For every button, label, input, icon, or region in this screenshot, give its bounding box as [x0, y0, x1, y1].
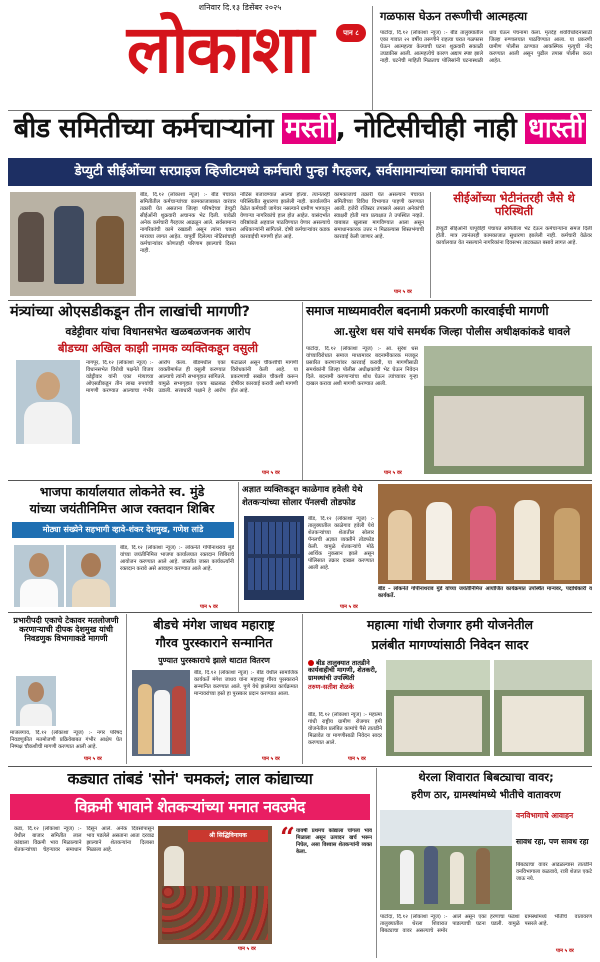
leopard-body: पाटोदा, दि.१२ (लोकाशा न्यूज) :- तालुक्यातील थेरला शिवारात बिबट्याचा वावर असल्याचे समोर आले असून एका हरणाचा फडशा पाडल्याची घटना घडली. यामुळे ग्रामस्थांमध्ये भीतीचे वातावरण पसरले आहे. — [380, 914, 592, 935]
award-banner: पुण्यात पुरस्काराचे झाले थाटात वितरण — [158, 656, 270, 665]
mgnrega-author: तरुण-सतीश शेळके — [308, 683, 354, 692]
onion-photo — [158, 826, 272, 944]
press-body: माजलगाव, दि.१२ (लोकाशा न्यूज) :- नगर परिषद निवडणुकीत मतमोजणी प्रक्रियेबाबत गंभीर आक्षेप घेत निष्पक्ष चौकशीची मागणी करण्यात आली आहे. — [10, 730, 122, 751]
event-photo-caption: बीड – लोकनेते गोपीनाथराव मुंडे यांच्या जयंतीनिमित्त आयोजित कार्यक्रमात उपस्थित मान्यवर, पदाधिकारी व कार्यकर्ते. — [378, 586, 592, 600]
leopard-appeal-sub: सावध रहा, पण सावध रहा — [516, 837, 589, 846]
mgnrega-headline-2: प्रलंबीत मागण्यांसाठी निवेदन सादर — [371, 637, 529, 652]
social-photo — [424, 346, 592, 474]
bullet-icon — [308, 660, 314, 666]
mgnrega-photo-1 — [386, 660, 490, 756]
award-photo — [132, 670, 190, 756]
solar-headline-1: अज्ञात व्यक्तिकडून काळेगाव हवेली येथे — [242, 485, 363, 495]
lead-cont: पान ५ वर — [394, 289, 412, 295]
minister-cont: पान ५ वर — [262, 470, 280, 476]
onion-cont: पान ५ वर — [238, 946, 256, 952]
quote-icon: “ — [280, 823, 295, 853]
top-right-headline: गळफास घेऊन तरूणीची आत्महत्या — [380, 9, 528, 23]
minister-body: नागपूर, दि.१२ (लोकाशा न्यूज) :- विधानसभेत विरोधी पक्षनेते विजय वडेट्टीवार यांनी एका मंत्र्याच्या ओएसडीकडून तीन लाख रुपयांची मागणी करण्यात आल्याचा गंभीर आरोप केला. बीडमधील एका व्यक्तीमार्फत ही वसुली करण्यात आल्याचे त्यांनी सभागृहात सांगितले. यामुळे सभागृहात एकच खळबळ उडाली. सत्ताधारी पक्षाने हे आरोप फेटाळले असून चौकशीची मागणी विरोधकांनी केली आहे. या प्रकरणाची सखोल चौकशी करून दोषींवर कारवाई करावी अशी मागणी होत आहे. — [86, 360, 298, 395]
page-badge: पान ८ — [336, 24, 366, 42]
mgnrega-photo-2 — [494, 660, 592, 756]
lead-photo — [10, 192, 136, 296]
mgnrega-subhead — [308, 660, 380, 692]
leopard-appeal-title: वनविभागाचे आवाहन — [516, 811, 574, 820]
minister-sub1: वडेट्टीवार यांचा विधानसभेत खळबळजनक आरोप — [65, 326, 251, 338]
mgnrega-sub-text: बीड तालुक्यात तातडीने कार्यवाहीची मागणी, शेतकरी, ग्रामस्थांची उपस्थिती — [308, 659, 378, 682]
onion-shop-sign: श्री सिद्धिविनायक — [188, 830, 268, 842]
social-headline: समाज माध्यमावरील बदनामी प्रकरणी कारवाईची मागणी — [306, 303, 549, 318]
minister-sub2: बीडच्या अखिल काझी नामक व्यक्तिकडून वसुली — [57, 341, 259, 355]
lead-col2: नोटिस बजावण्यात आल्या होत्या. त्यानंतरही परिस्थितीत सुधारणा झालेली नाही. कार्यालयीन वेळेत कर्मचारी जागेवर नसल्याने ग्रामीण भागातून येणाऱ्या नागरिकांचे हाल होत आहेत. यासंदर्भात वरिष्ठांकडे अहवाल पाठविण्यात येणार असल्याचे अधिकाऱ्यांनी सांगितले. दोषी कर्मचाऱ्यांवर कडक कारवाईची मागणी होत आहे. — [240, 192, 330, 241]
leopard-headline-2: हरीण ठार, ग्रामस्थांमध्ये भीतीचे वातावरण — [411, 790, 561, 801]
mgnrega-headline-1: महात्मा गांधी रोजगार हमी योजनेतील — [366, 617, 534, 632]
masthead-logo: लोकाशा — [126, 10, 313, 88]
onion-headline-2: विक्रमी भावाने शेतकऱ्यांच्या मनात नवउमेद — [10, 794, 370, 820]
lead-headline-part2: , नोटिसीचीही नाही — [335, 113, 526, 144]
event-photo — [378, 484, 592, 584]
top-right-body: पाटोदा, दि.१२ (लोकाशा न्यूज) :- बीड तालुक्यातील एका गावात २२ वर्षीय तरूणीने राहत्या घरात गळफास घेऊन आत्महत्या केल्याची घटना शुक्रवारी सकाळी उघडकीस आली. आत्महत्येचे कारण अद्याप स्पष्ट झाले नाही. घटनेची माहिती मिळताच पोलिसांनी घटनास्थळी धाव घेऊन पंचनामा केला. मृतदेह शवविच्छेदनासाठी जिल्हा रुग्णालयात पाठविण्यात आला. या प्रकरणी ग्रामीण पोलीस ठाण्यात आकस्मिक मृत्यूची नोंद करण्यात आली असून पुढील तपास पोलीस करत आहेत. — [380, 30, 592, 65]
press-portrait — [16, 676, 56, 726]
lead-headline-part1: बीड समितीच्या कर्मचाऱ्यांना — [13, 113, 283, 144]
lead-subheadline: डेप्युटी सीईओंच्या सरप्राइज व्हिजीटमध्ये कर्मचारी पुन्हा गैरहजर, सर्वसामान्यांच्या कामांची पंचायत — [8, 158, 592, 186]
award-cont: पान ५ वर — [262, 756, 280, 762]
lead-col1: बीड, दि.१२ (लोकाशा न्यूज) :- बीड पंचायत समितीतील कर्मचाऱ्यांच्या कामकाजाबाबत वारंवार तक्रारी येत असताना जिल्हा परिषदेच्या डेप्युटी सीईओंनी शुक्रवारी अचानक भेट दिली. यावेळी अनेक कर्मचारी गैरहजर आढळून आले. सर्वसामान्य नागरिकांची कामे रखडली असून त्यांना चकरा माराव्या लागत आहेत. यापूर्वी दिलेल्या नोटिसांचाही कर्मचाऱ्यांवर कोणताही परिणाम झाल्याचे दिसत नाही. — [140, 192, 236, 255]
mgnrega-cont: पान ५ वर — [348, 756, 366, 762]
lead-headline — [12, 113, 588, 144]
bjp-portrait-1 — [14, 545, 64, 607]
social-body: पाटोदा, दि.१२ (लोकाशा न्यूज) :- आ. सुरेश धस यांच्याविरोधात समाज माध्यमावर बदनामीकारक मजकूर प्रसारित करणाऱ्यांवर कारवाई करावी, या मागणीसाठी समर्थकांनी जिल्हा पोलीस अधीक्षकांची भेट घेऊन निवेदन दिले. बदनामी करणाऱ्यांचा शोध घेऊन त्यांच्यावर गुन्हा दाखल करावा अशी मागणी करण्यात आली. — [306, 346, 418, 388]
mgnrega-body: बीड, दि.१२ (लोकाशा न्यूज) :- महात्मा गांधी राष्ट्रीय ग्रामीण रोजगार हमी योजनेतील प्रलंबित कामांचे पैसे तातडीने मिळावेत या मागणीसाठी निवेदन सादर करण्यात आले. — [308, 712, 382, 747]
minister-headline: मंत्र्यांच्या ओएसडीकडून तीन लाखांची मागणी? — [10, 304, 250, 320]
solar-body: बीड, दि.१२ (लोकाशा न्यूज) :- तालुक्यातील काळेगाव हवेली येथे शेतकऱ्यांच्या शेतातील सोलार पॅनलची अज्ञात व्यक्तीने तोडफोड केली. यामुळे शेतकऱ्यांचे मोठे आर्थिक नुकसान झाले असून पोलिसात तक्रार दाखल करण्यात आली आहे. — [308, 516, 374, 572]
lead-headline-dhasti: धास्ती — [525, 113, 586, 144]
lead-headline-masti: मस्ती — [282, 113, 336, 144]
onion-quote: यावर्षी प्रथमच कांद्याला चांगला भाव मिळाला असून उत्पादन खर्च भरून निघेल, असा विश्वास शेतकऱ्यांनी व्यक्त केला. — [296, 828, 372, 856]
onion-body: कडा, दि.१२ (लोकाशा न्यूज) :- येथील बाजार समितीत लाल कांद्याला विक्रमी भाव मिळाल्याने शेतकऱ्यांच्या चेहऱ्यावर समाधान दिसून आले. अनेक दिवसांपासून भाव पडलेले असताना आता दरवाढ झाल्याने शेतकऱ्यांना दिलासा मिळाला आहे. — [14, 826, 154, 854]
social-sub: आ.सुरेश धस यांचे समर्थक जिल्हा पोलीस अधीक्षकांकडे धावले — [333, 326, 571, 338]
award-headline-1: बीडचे मंगेश जाधव महाराष्ट्र — [153, 617, 275, 632]
bjp-headline-1: भाजपा कार्यालयात लोकनेते स्व. मुंडे — [39, 484, 205, 499]
leopard-appeal-body: बिबट्याचा वावर आढळल्यास तातडीने वनविभागाला कळवावे, रात्री शेतात एकटे जाऊ नये. — [516, 862, 592, 883]
onion-headline-1: कड्यात तांबडं 'सोनं' चमकलं; लाल कांद्याच्या — [67, 770, 313, 788]
bjp-cont: पान ५ वर — [200, 604, 218, 610]
solar-headline-2: शेतकऱ्यांच्या सोलार पॅनलची तोडफोड — [242, 498, 356, 508]
press-headline: प्रभारीपदी एकाचे टेकावर मतलोजणी करणाऱ्याची दीपक देशमुख यांची निवडणुक विभागाकडे मागणी — [13, 616, 119, 644]
solar-cont: पान ५ वर — [340, 604, 358, 610]
leopard-headline-1: थेरला शिवारात बिबट्याचा वावर; — [418, 770, 554, 784]
bjp-headline-2: यांच्या जयंतीनिमित्त आज रक्तदान शिबिर — [29, 501, 215, 516]
minister-portrait — [16, 360, 80, 444]
leopard-cont: पान ५ वर — [556, 948, 574, 954]
ceo-box-body: डेप्युटी सीईओंनी यापूर्वीही पंचायत समितीला भेट देऊन कर्मचाऱ्यांना समज दिली होती. मात्र त्यानंतरही कामकाजात सुधारणा झालेली नाही. कर्मचारी वेळेवर कार्यालयात येत नसल्याने नागरिकांना दिवसभर ताटकळत बसावे लागत आहे. — [436, 226, 592, 247]
lead-col3: कामकाजाचे तक्रारी येत असल्याने पंचायत समितीच्या विविध विभागात पाहणी करण्यात आली. हजेरी रजिस्टर तपासले असता अनेकांची स्वाक्षरी होती मात्र प्रत्यक्षात ते उपस्थित नव्हते. याबाबत खुलासा मागविण्यात आला असून समाधानकारक उत्तर न मिळाल्यास शिस्तभंगाची कारवाई केली जाणार आहे. — [334, 192, 424, 241]
social-cont: पान ५ वर — [384, 470, 402, 476]
solar-photo — [244, 516, 304, 600]
bjp-banner: मोठ्या संख्येने सहभागी व्हावे-शंकर देशमुख, गणेश लांडे — [12, 522, 234, 538]
leopard-photo — [380, 810, 512, 910]
ceo-box-headline: सीईओंच्या भेटीनंतरही जैसे थे परिस्थिती — [453, 191, 575, 219]
bjp-body: बीड, दि.१२ (लोकाशा न्यूज) :- लोकनेते गोपीनाथराव मुंडे यांच्या जयंतीनिमित्त भाजपा कार्यालयात रक्तदान शिबिराचे आयोजन करण्यात आले आहे. जास्तीत जास्त कार्यकर्त्यांनी रक्तदान करावे असे आवाहन करण्यात आले आहे. — [120, 545, 234, 573]
press-cont: पान ५ वर — [84, 756, 102, 762]
award-body: बीड, दि.१२ (लोकाशा न्यूज) :- बीड येथील सामाजिक कार्यकर्ते मंगेश जाधव यांना महाराष्ट्र गौरव पुरस्काराने सन्मानित करण्यात आले. पुणे येथे झालेल्या कार्यक्रमात मान्यवरांच्या हस्ते हा पुरस्कार प्रदान करण्यात आला. — [194, 670, 298, 698]
bjp-portrait-2 — [66, 545, 116, 607]
award-headline-2: गौरव पुरस्काराने सन्मानित — [155, 635, 273, 650]
masthead-date: शनिवार दि.१३ डिसेंबर २०२५ — [198, 3, 282, 12]
